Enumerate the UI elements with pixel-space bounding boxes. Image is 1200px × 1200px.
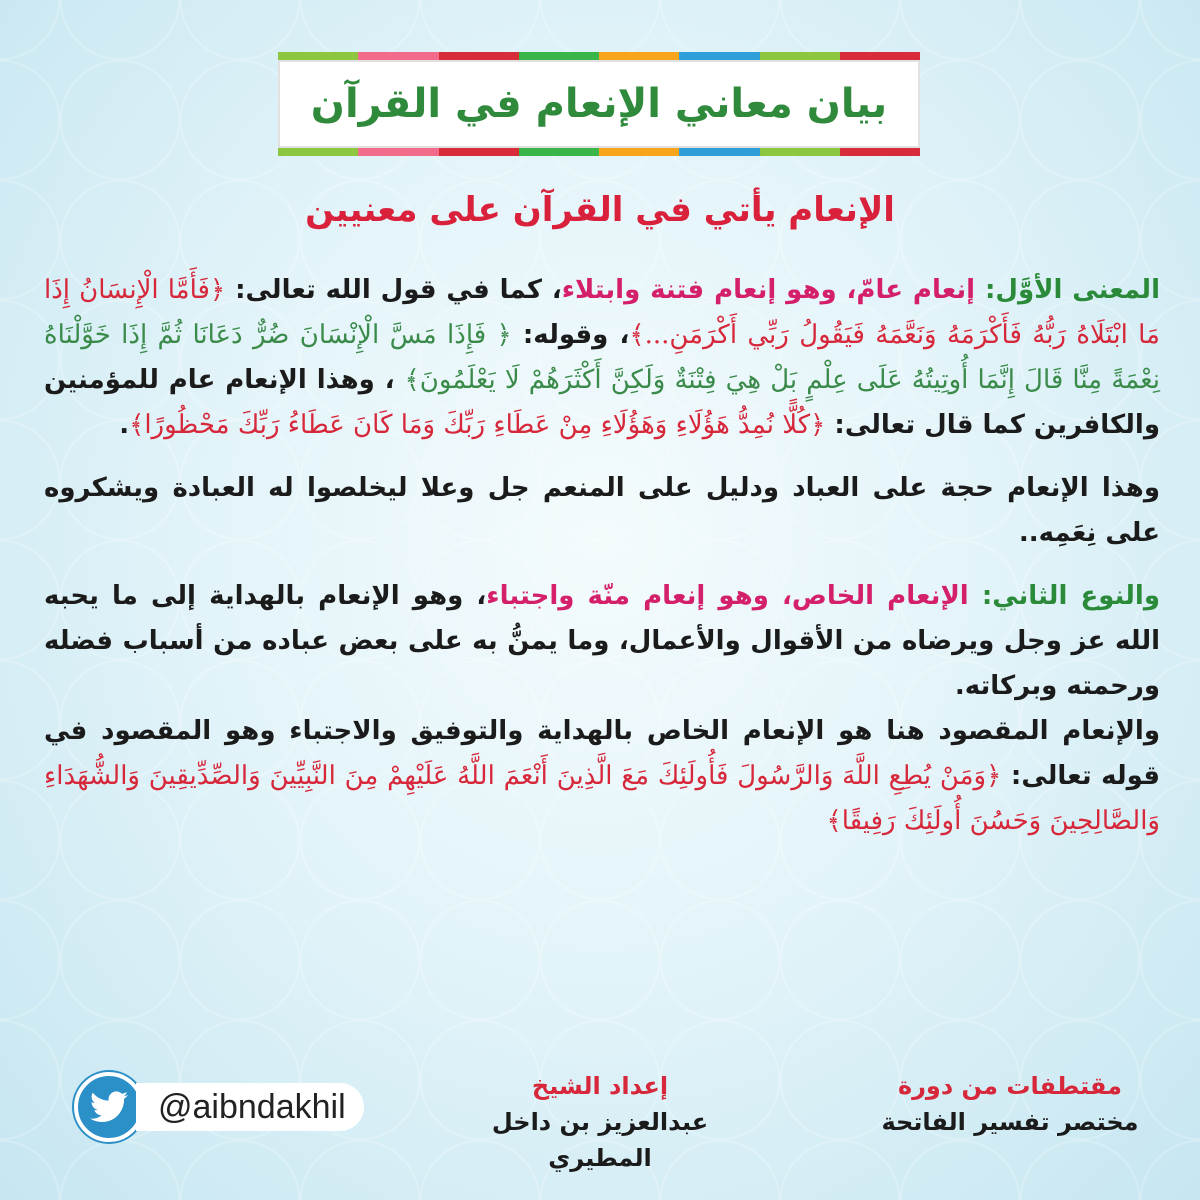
verse-fajr: ﴿فَأَمَّا الْإِنسَانُ إِذَا مَا ابْتَلَاهُ رَبُّهُ فَأَكْرَمَهُ وَنَعَّمَهُ فَيَقُولُ رَبِّي أَكْرَمَنِ...﴾ [44,275,1160,350]
title-banner [278,52,920,154]
second-meaning-text: ، وهو الإنعام بالهداية إلى ما يحبه الله عز وجل ويرضاه من الأقوال والأعمال، وما يمنُّ به على بعض عباده من أسباب فضله ورحمته وبركاته. [44,581,1160,701]
paragraph-argument: وهذا الإنعام حجة على العباد ودليل على المنعم جل وعلا ليخلصوا له العبادة ويشكروه على نِعَمِه.. [44,473,1160,548]
first-meaning-heading: المعنى الأوَّل: [984,275,1160,305]
stripe-segment [760,52,840,60]
twitter-handle-badge[interactable] [74,1072,364,1142]
stripe-segment [519,148,599,156]
intended-meaning-text: والإنعام المقصود هنا هو الإنعام الخاص بالهداية والتوفيق والاجتباء وهو المقصود في قوله تعالى: [44,716,1161,791]
stripe-segment [519,52,599,60]
prepared-by-label: إعداد الشيخ [531,1072,669,1100]
verse-zumar: ﴿ فَإِذَا مَسَّ الْإِنْسَانَ ضُرٌّ دَعَانَا ثُمَّ إِذَا خَوَّلْنَاهُ نِعْمَةً مِنَّا قَالَ إِنَّمَا أُوتِيتُهُ عَلَى عِلْمٍ بَلْ هِيَ فِتْنَةٌ وَلَكِنَّ أَكْثَرَهُمْ لَا يَعْلَمُونَ﴾ [44,320,1160,395]
article-body [44,268,1160,862]
page-subtitle: الإنعام يأتي في القرآن على معنيين [305,190,895,230]
first-meaning-mid: ، وقوله: [511,320,630,350]
paragraph-intended-meaning [44,709,1160,844]
first-meaning-intro: ، كما في قول الله تعالى: [235,275,562,305]
stripe-segment [358,148,438,156]
verse-nisa: ﴿وَمَنْ يُطِعِ اللَّهَ وَالرَّسُولَ فَأُولَئِكَ مَعَ الَّذِينَ أَنْعَمَ اللَّهُ عَلَيْهِمْ مِنَ النَّبِيِّينَ وَالصِّدِّيقِينَ وَالشُّهَدَاءِ وَالصَّالِحِينَ وَحَسُنَ أُولَئِكَ رَفِيقًا﴾ [44,761,1160,836]
bottom-color-stripe [278,148,920,156]
stripe-segment [679,148,759,156]
paragraph-second-meaning [44,574,1160,709]
twitter-handle: @aibndakhil [136,1083,364,1131]
prepared-by-name: عبدالعزيز بن داخل المطيري [491,1108,709,1172]
prepared-by-credit [440,1068,760,1176]
first-meaning-sentence: ، وهذا الإنعام عام للمؤمنين والكافرين كما قال تعالى: [44,365,1160,440]
top-color-stripe [278,52,920,60]
stripe-segment [278,52,358,60]
course-credit [860,1068,1160,1140]
course-name: مختصر تفسير الفاتحة [881,1108,1139,1136]
stripe-segment [439,52,519,60]
page-title: بيان معاني الإنعام في القرآن [310,81,888,127]
twitter-bird-icon [74,1072,144,1142]
stripe-segment [679,52,759,60]
first-meaning-kind: إنعام عامّ، وهو إنعام فتنة وابتلاء [561,275,985,305]
stripe-segment [840,52,920,60]
stripe-segment [599,148,679,156]
stripe-segment [278,148,358,156]
first-meaning-end: . [119,410,130,440]
stripe-segment [599,52,679,60]
stripe-segment [358,52,438,60]
second-meaning-heading: والنوع الثاني: [981,581,1160,611]
second-meaning-kind: الإنعام الخاص، وهو إنعام منّة واجتباء [486,581,982,611]
course-label: مقتطفات من دورة [897,1072,1123,1100]
paragraph-first-meaning [44,268,1160,448]
verse-isra: ﴿كُلًّا نُمِدُّ هَؤُلَاءِ وَهَؤُلَاءِ مِنْ عَطَاءِ رَبِّكَ وَمَا كَانَ عَطَاءُ رَبِّكَ مَحْظُورًا﴾ [129,410,826,440]
stripe-segment [439,148,519,156]
stripe-segment [760,148,840,156]
title-panel [278,60,920,148]
stripe-segment [840,148,920,156]
